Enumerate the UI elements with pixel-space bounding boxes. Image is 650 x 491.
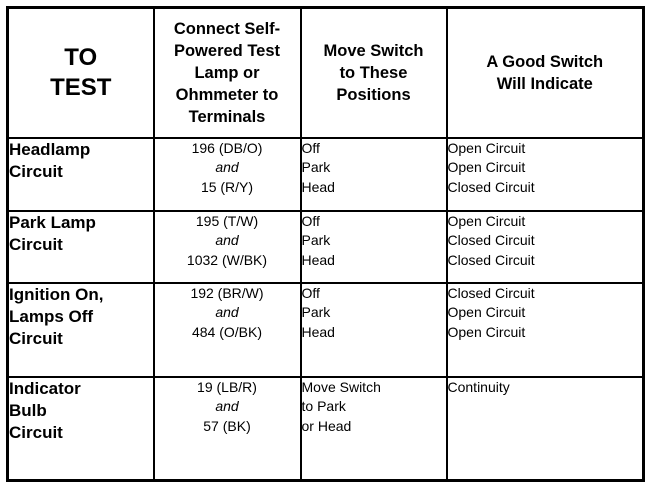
indication: Continuity — [447, 378, 510, 395]
table-row — [8, 138, 644, 211]
indication: Open Circuit — [447, 212, 526, 229]
test-label-cell — [8, 138, 154, 211]
terminal-value: 15 (R/Y) — [200, 178, 254, 195]
terminal-and: and — [215, 159, 239, 175]
switch-position: or Head — [301, 417, 352, 434]
switch-position: Off — [301, 139, 320, 156]
switch-position: Head — [301, 251, 335, 268]
indication: Closed Circuit — [447, 251, 535, 268]
indication-cell — [447, 211, 644, 283]
indication: Open Circuit — [447, 159, 526, 175]
terminals-cell — [154, 138, 301, 211]
header-good-switch — [447, 8, 644, 138]
terminals-cell — [154, 211, 301, 283]
test-label: Indicator — [9, 378, 81, 398]
terminal-value: 195 (T/W) — [195, 212, 259, 229]
test-label: Circuit — [9, 422, 63, 442]
table-row — [8, 283, 644, 377]
header-line: Positions — [336, 85, 411, 104]
test-label-cell — [8, 283, 154, 377]
test-label: Ignition On, — [9, 284, 104, 304]
test-label: Circuit — [9, 328, 63, 348]
indication-cell — [447, 377, 644, 481]
header-line: A Good Switch — [486, 52, 604, 71]
header-line: TO — [64, 43, 98, 71]
terminals-cell — [154, 283, 301, 377]
header-line: Powered Test — [173, 41, 281, 60]
positions-cell — [301, 377, 447, 481]
test-label-cell — [8, 211, 154, 283]
terminal-and: and — [215, 304, 239, 320]
table-row — [8, 377, 644, 481]
indication: Open Circuit — [447, 323, 526, 340]
test-label: Circuit — [9, 234, 63, 254]
test-label: Bulb — [9, 400, 47, 420]
switch-position: Head — [301, 178, 335, 195]
switch-position: Move Switch — [301, 378, 381, 395]
terminal-value: 196 (DB/O) — [191, 139, 263, 156]
switch-position: Off — [301, 212, 320, 229]
header-line: Terminals — [188, 107, 266, 126]
switch-position: Head — [301, 323, 335, 340]
test-label: Circuit — [9, 161, 63, 181]
header-row — [8, 8, 644, 138]
positions-cell — [301, 138, 447, 211]
header-line: to These — [339, 63, 408, 82]
positions-cell — [301, 283, 447, 377]
header-line: Move Switch — [323, 41, 424, 60]
terminals-cell — [154, 377, 301, 481]
terminal-value: 192 (BR/W) — [190, 284, 264, 301]
terminal-value: 57 (BK) — [203, 417, 251, 434]
indication: Closed Circuit — [447, 232, 535, 248]
terminal-value: 1032 (W/BK) — [186, 251, 268, 268]
indication: Open Circuit — [447, 139, 526, 156]
test-label-cell — [8, 377, 154, 481]
header-line: Lamp or — [194, 63, 260, 82]
indication: Closed Circuit — [447, 284, 535, 301]
indication-cell — [447, 283, 644, 377]
test-label: Park Lamp — [9, 212, 96, 232]
switch-position: Park — [301, 159, 331, 175]
indication-cell — [447, 138, 644, 211]
header-connect-terminals — [154, 8, 301, 138]
indication: Closed Circuit — [447, 178, 535, 195]
switch-test-table — [6, 6, 645, 482]
switch-position: Park — [301, 304, 331, 320]
indication: Open Circuit — [447, 304, 526, 320]
header-to-test — [8, 8, 154, 138]
header-line: Will Indicate — [496, 74, 593, 93]
positions-cell — [301, 211, 447, 283]
terminal-value: 19 (LB/R) — [197, 378, 257, 395]
header-line: TEST — [50, 73, 112, 101]
terminal-and: and — [215, 398, 239, 414]
switch-position: Park — [301, 232, 331, 248]
header-move-switch — [301, 8, 447, 138]
table-row — [8, 211, 644, 283]
terminal-value: 484 (O/BK) — [191, 323, 263, 340]
test-label: Lamps Off — [9, 306, 94, 326]
switch-position: to Park — [301, 398, 346, 414]
terminal-and: and — [215, 232, 239, 248]
header-line: Connect Self- — [173, 19, 281, 38]
test-label: Headlamp — [9, 139, 91, 159]
switch-position: Off — [301, 284, 320, 301]
header-line: Ohmmeter to — [175, 85, 279, 104]
